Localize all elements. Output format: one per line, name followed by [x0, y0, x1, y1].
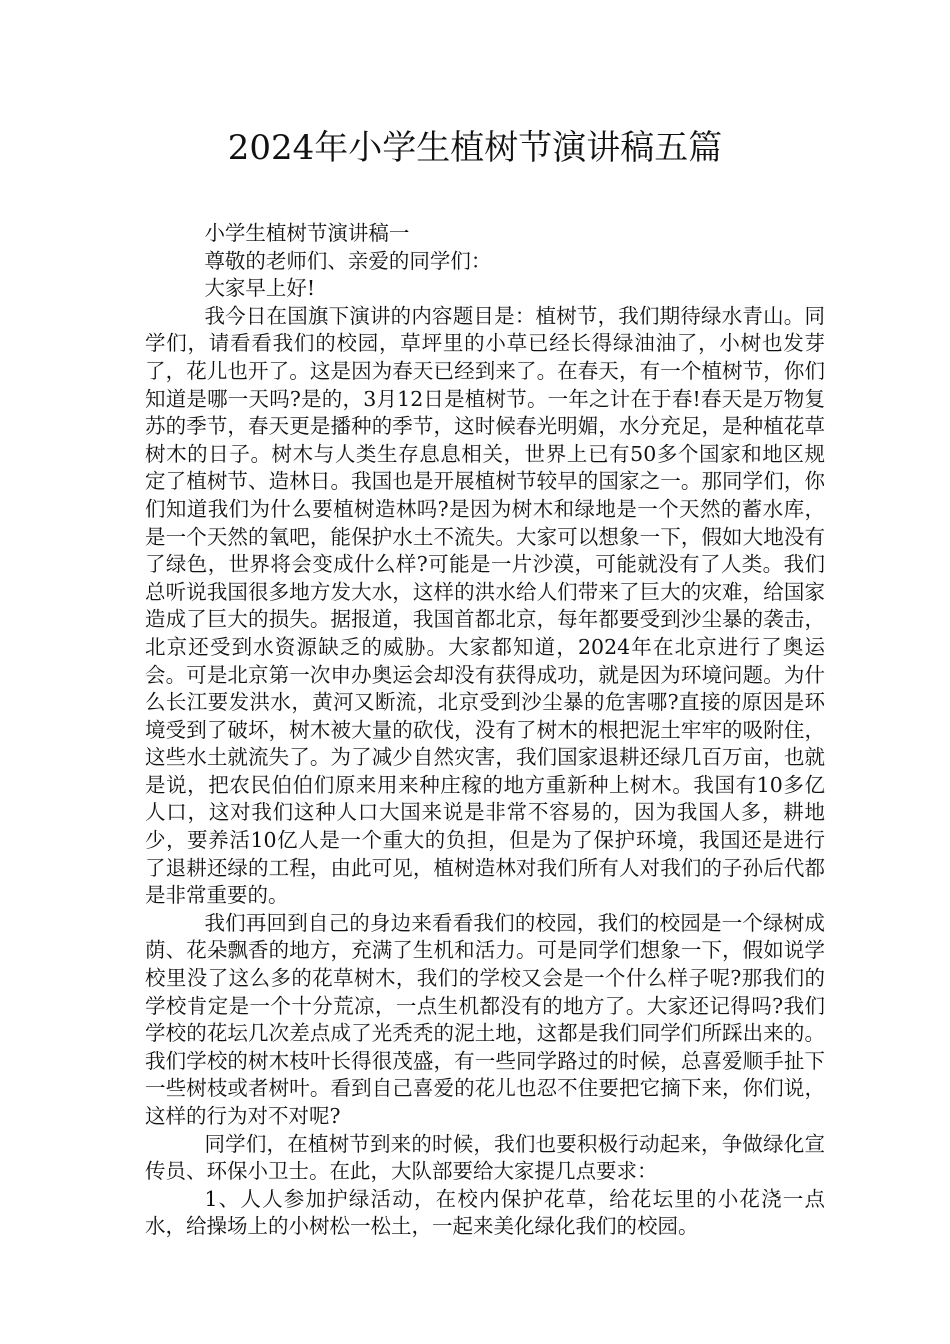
body-paragraph: 1、人人参加护绿活动，在校内保护花草，给花坛里的小花浇一点水，给操场上的小树松一松土，一起来美化绿化我们的校园。	[145, 1186, 825, 1239]
body-paragraph: 同学们，在植树节到来的时候，我们也要积极行动起来，争做绿化宣传员、环保小卫士。在此，大队部要给大家提几点要求：	[145, 1131, 825, 1184]
greeting: 大家早上好!	[204, 276, 316, 301]
body-paragraph: 我们再回到自己的身边来看看我们的校园，我们的校园是一个绿树成荫、花朵飘香的地方，充满了生机和活力。可是同学们想象一下，假如说学校里没了这么多的花草树木，我们的学校又会是一个什么样子呢?那我们的学校肯定是一个十分荒凉，一点生机都没有的地方了。大家还记得吗?我们学校的花坛几次差点成了光秃秃的泥土地，这都是我们同学们所踩出来的。我们学校的树木枝叶长得很茂盛，有一些同学路过的时候，总喜爱顺手扯下一些树枝或者树叶。看到自己喜爱的花儿也忍不住要把它摘下来，你们说，这样的行为对不对呢?	[145, 910, 825, 1128]
document-body	[145, 220, 825, 1241]
body-paragraph: 我今日在国旗下演讲的内容题目是：植树节，我们期待绿水青山。同学们，请看看我们的校园，草坪里的小草已经长得绿油油了，小树也发芽了，花儿也开了。这是因为春天已经到来了。在春天，有一个植树节，你们知道是哪一天吗?是的，3月12日是植树节。一年之计在于春!春天是万物复苏的季节，春天更是播种的季节，这时候春光明媚，水分充足，是种植花草树木的日子。树木与人类生存息息相关，世界上已有50多个国家和地区规定了植树节、造林日。我国也是开展植树节较早的国家之一。那同学们，你们知道我们为什么要植树造林吗?是因为树木和绿地是一个天然的蓄水库，是一个天然的氧吧，能保护水土不流失。大家可以想象一下，假如大地没有了绿色，世界将会变成什么样?可能是一片沙漠，可能就没有了人类。我们总听说我国很多地方发大水，这样的洪水给人们带来了巨大的灾难，给国家造成了巨大的损失。据报道，我国首都北京，每年都要受到沙尘暴的袭击，北京还受到水资源缺乏的威胁。大家都知道，2024年在北京进行了奥运会。可是北京第一次申办奥运会却没有获得成功，就是因为环境问题。为什么长江要发洪水，黄河又断流，北京受到沙尘暴的危害哪?直接的原因是环境受到了破坏，树木被大量的砍伐，没有了树木的根把泥土牢牢的吸附住，这些水土就流失了。为了减少自然灾害，我们国家退耕还绿几百万亩，也就是说，把农民伯伯们原来用来种庄稼的地方重新种上树木。我国有10多亿人口，这对我们这种人口大国来说是非常不容易的，因为我国人多，耕地少，要养活10亿人是一个重大的负担，但是为了保护环境，我国还是进行了退耕还绿的工程，由此可见，植树造林对我们所有人对我们的子孙后代都是非常重要的。	[145, 303, 825, 908]
section-heading: 小学生植树节演讲稿一	[204, 221, 410, 245]
document-title: 2024年小学生植树节演讲稿五篇	[227, 128, 723, 168]
salutation: 尊敬的老师们、亲爱的同学们：	[204, 248, 492, 273]
